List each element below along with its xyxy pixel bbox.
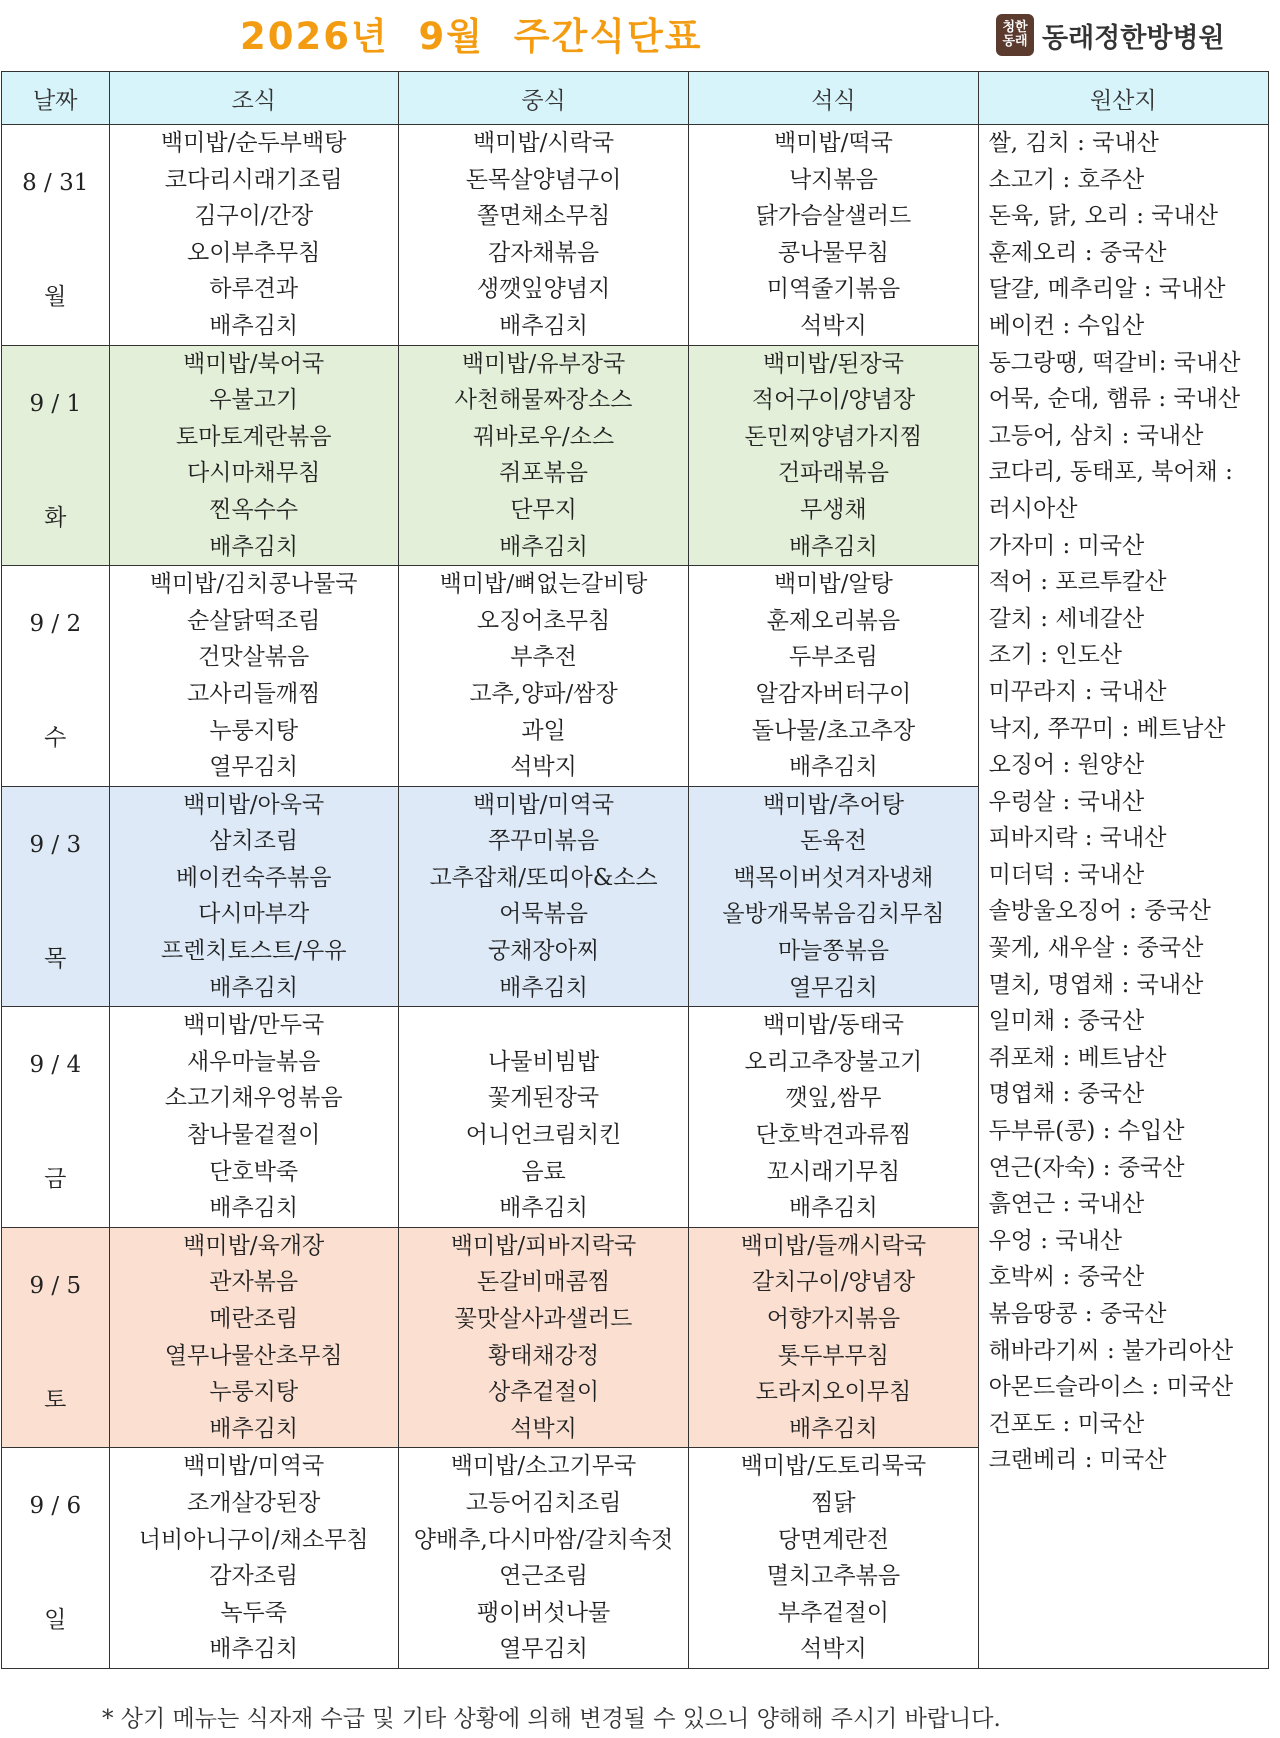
menu-item: 적어구이/양념장 <box>751 387 916 414</box>
logo-mark-top: 청한 <box>1002 20 1028 35</box>
menu-item: 토마토계란볶음 <box>175 423 332 450</box>
menu-item: 새우마늘볶음 <box>187 1048 321 1075</box>
origin-item: 낙지, 쭈꾸미 : 베트남산 <box>988 715 1226 742</box>
menu-item: 고사리들깨찜 <box>187 680 321 707</box>
footnote: * 상기 메뉴는 식자재 수급 및 기타 상황에 의해 변경될 수 있으니 양해해 주시기 바랍니다. <box>102 1706 1001 1732</box>
origin-item: 흙연근 : 국내산 <box>988 1191 1145 1218</box>
dinner-cell <box>689 786 978 1007</box>
lunch-cell <box>398 1227 688 1448</box>
date-label: 9 / 1 <box>29 390 82 417</box>
date-label: 9 / 5 <box>29 1272 82 1299</box>
page-title: 2026년 9월 주간식단표 <box>240 15 703 58</box>
menu-item: 순살닭떡조림 <box>187 607 321 634</box>
menu-item: 단호박죽 <box>209 1158 299 1185</box>
hospital-logo <box>996 14 1225 56</box>
menu-item: 백미밥/추어탕 <box>762 791 904 818</box>
dinner-cell <box>689 1007 978 1228</box>
menu-item: 배추김치 <box>209 312 299 339</box>
menu-item: 배추김치 <box>788 1415 878 1442</box>
origin-item: 훈제오리 : 중국산 <box>988 239 1167 266</box>
date-label: 8 / 31 <box>22 170 89 196</box>
origin-item: 어묵, 순대, 햄류 : 국내산 <box>988 386 1241 413</box>
date-label: 9 / 2 <box>29 611 82 638</box>
origin-cell <box>978 125 1268 1669</box>
menu-item: 꿔바로우/소스 <box>473 423 615 450</box>
menu-item: 우불고기 <box>209 387 299 414</box>
origin-item: 고등어, 삼치 : 국내산 <box>988 422 1204 449</box>
menu-item: 백미밥/육개장 <box>183 1232 325 1259</box>
menu-item: 단무지 <box>510 496 577 523</box>
menu-item: 깻잎,쌈무 <box>785 1085 882 1112</box>
menu-item: 감자채볶음 <box>487 239 600 266</box>
lunch-cell <box>398 345 688 566</box>
menu-item: 배추김치 <box>209 533 299 560</box>
menu-item: 부추겉절이 <box>777 1599 889 1626</box>
menu-item: 찜닭 <box>811 1489 856 1516</box>
dinner-cell <box>689 1227 978 1448</box>
menu-item: 찐옥수수 <box>209 496 299 523</box>
weekday-label: 일 <box>44 1607 67 1634</box>
origin-item: 미꾸라지 : 국내산 <box>988 678 1167 705</box>
origin-item: 해바라기씨 : 불가리아산 <box>988 1337 1234 1364</box>
menu-item: 음료 <box>521 1158 566 1185</box>
menu-item: 황태채강정 <box>487 1342 600 1369</box>
menu-item: 프렌치토스트/우유 <box>160 938 347 965</box>
menu-item: 고등어김치조림 <box>465 1489 622 1516</box>
date-cell <box>2 1448 110 1669</box>
menu-item: 콩나물무침 <box>777 239 889 266</box>
menu-item: 소고기채우엉볶음 <box>164 1085 343 1112</box>
dinner-cell <box>689 566 978 787</box>
menu-item: 백미밥/미역국 <box>183 1453 325 1480</box>
date-cell <box>2 1227 110 1448</box>
breakfast-cell <box>109 566 398 787</box>
menu-item: 당면계란전 <box>777 1526 889 1553</box>
weekday-label: 토 <box>44 1386 67 1413</box>
menu-item: 배추김치 <box>209 1415 299 1442</box>
origin-item: 베이컨 : 수입산 <box>988 312 1145 339</box>
menu-item: 열무김치 <box>499 1636 588 1663</box>
date-cell <box>2 566 110 787</box>
menu-item: 백미밥/뼈없는갈비탕 <box>439 571 648 598</box>
origin-item: 건포도 : 미국산 <box>988 1410 1145 1437</box>
origin-item: 오징어 : 원양산 <box>988 752 1145 779</box>
menu-item: 연근조림 <box>499 1563 588 1590</box>
menu-item: 배추김치 <box>499 533 588 560</box>
breakfast-cell <box>109 1227 398 1448</box>
menu-item: 누룽지탕 <box>209 717 299 744</box>
menu-item: 백미밥/시락국 <box>473 130 615 156</box>
lunch-cell <box>398 786 688 1007</box>
menu-item: 배추김치 <box>499 1195 588 1222</box>
menu-item: 오리고추장불고기 <box>744 1048 923 1075</box>
menu-item: 쭈꾸미볶음 <box>487 828 600 855</box>
weekday-label: 화 <box>44 504 67 531</box>
menu-item: 도라지오이무침 <box>755 1379 912 1406</box>
menu-item <box>399 1007 688 1044</box>
menu-item: 꽃맛살사과샐러드 <box>454 1306 633 1332</box>
menu-item: 백미밥/들깨시락국 <box>740 1232 927 1259</box>
menu-item: 알감자버터구이 <box>755 680 912 707</box>
origin-item: 아몬드슬라이스 : 미국산 <box>988 1374 1234 1401</box>
menu-item: 메란조림 <box>209 1306 299 1332</box>
origin-item: 갈치 : 세네갈산 <box>988 605 1145 632</box>
menu-item: 돈목살양념구이 <box>465 166 622 193</box>
table-header-row <box>2 72 1269 125</box>
breakfast-cell <box>109 345 398 566</box>
origin-item: 코다리, 동태포, 북어채 : <box>988 459 1233 486</box>
menu-item: 베이컨숙주볶음 <box>175 864 332 891</box>
origin-item: 솔방울오징어 : 중국산 <box>988 898 1211 925</box>
menu-item: 어향가지볶음 <box>766 1306 901 1332</box>
menu-item: 생깻잎양념지 <box>476 276 611 303</box>
menu-item: 올방개묵볶음김치무침 <box>722 901 945 928</box>
breakfast-cell <box>109 125 398 346</box>
menu-item: 훈제오리볶음 <box>766 607 901 634</box>
header-breakfast: 조식 <box>109 72 398 125</box>
menu-item: 사천해물짜장소스 <box>454 387 633 414</box>
breakfast-cell <box>109 1007 398 1228</box>
menu-item: 쫄면채소무침 <box>476 203 611 230</box>
date-cell <box>2 125 110 346</box>
menu-item: 멸치고추볶음 <box>766 1563 901 1590</box>
menu-item: 관자볶음 <box>209 1269 299 1296</box>
menu-item: 양배추,다시마쌈/갈치속젓 <box>413 1526 674 1553</box>
origin-item: 달걀, 메추리알 : 국내산 <box>988 276 1226 303</box>
dinner-cell <box>689 1448 978 1669</box>
origin-item: 우렁살 : 국내산 <box>988 788 1145 815</box>
menu-item: 코다리시래기조림 <box>164 166 343 193</box>
menu-item: 배추김치 <box>209 1636 299 1663</box>
dinner-cell <box>689 125 978 346</box>
origin-item: 돈육, 닭, 오리 : 국내산 <box>988 203 1218 230</box>
menu-item: 조개살강된장 <box>187 1489 321 1516</box>
menu-item: 마늘쫑볶음 <box>777 938 889 965</box>
menu-item: 백미밥/북어국 <box>183 350 325 377</box>
origin-item: 우엉 : 국내산 <box>988 1227 1123 1254</box>
menu-item: 돌나물/초고추장 <box>751 717 916 744</box>
origin-item: 명엽채 : 중국산 <box>988 1081 1145 1108</box>
menu-item: 참나물겉절이 <box>187 1122 321 1149</box>
menu-item: 백미밥/도토리묵국 <box>740 1453 927 1480</box>
date-label: 9 / 4 <box>29 1052 82 1079</box>
menu-item: 백미밥/된장국 <box>762 350 904 377</box>
menu-item: 백미밥/아욱국 <box>183 791 325 818</box>
menu-item: 꼬시래기무침 <box>766 1158 901 1185</box>
date-cell <box>2 1007 110 1228</box>
lunch-cell <box>398 125 688 346</box>
date-label: 9 / 3 <box>29 831 82 858</box>
menu-item: 두부조림 <box>788 644 878 671</box>
origin-item: 소고기 : 호주산 <box>988 166 1145 193</box>
menu-item: 오징어초무침 <box>476 607 611 634</box>
menu-item: 석박지 <box>510 754 577 781</box>
menu-item: 상추겉절이 <box>487 1379 600 1406</box>
hospital-name: 동래정한방병원 <box>1042 22 1225 54</box>
lunch-cell <box>398 1448 688 1669</box>
weekday-label: 금 <box>44 1166 67 1193</box>
menu-item: 백미밥/김치콩나물국 <box>149 571 358 598</box>
menu-item: 석박지 <box>800 312 867 339</box>
menu-item: 미역줄기볶음 <box>766 276 901 303</box>
origin-item: 피바지락 : 국내산 <box>988 825 1167 852</box>
logo-mark-bottom: 동래 <box>1002 34 1028 49</box>
header-lunch: 중식 <box>398 72 688 125</box>
menu-item: 백미밥/떡국 <box>773 130 893 156</box>
menu-item: 삼치조림 <box>209 828 299 855</box>
menu-item: 석박지 <box>510 1415 577 1442</box>
header-date: 날짜 <box>2 72 110 125</box>
menu-item: 너비아니구이/채소무침 <box>138 1526 369 1553</box>
menu-item: 열무김치 <box>788 974 878 1001</box>
menu-item: 감자조림 <box>209 1563 299 1590</box>
menu-item: 나물비빔밥 <box>487 1048 600 1075</box>
origin-item: 호박씨 : 중국산 <box>988 1264 1145 1291</box>
menu-item: 석박지 <box>800 1636 867 1663</box>
breakfast-cell <box>109 786 398 1007</box>
menu-item: 돈육전 <box>800 828 867 855</box>
menu-item: 다시마채무침 <box>187 460 321 487</box>
origin-item: 미더덕 : 국내산 <box>988 861 1145 888</box>
menu-item: 배추김치 <box>788 1195 878 1222</box>
origin-item: 쥐포채 : 베트남산 <box>988 1044 1167 1071</box>
menu-item: 톳두부무침 <box>777 1342 889 1369</box>
weekday-label: 목 <box>44 945 67 972</box>
lunch-cell <box>398 566 688 787</box>
menu-item: 궁채장아찌 <box>487 938 600 965</box>
menu-item: 과일 <box>521 717 566 744</box>
table-row <box>2 125 1269 346</box>
weekday-label: 수 <box>44 725 67 752</box>
origin-item: 가자미 : 미국산 <box>988 532 1145 559</box>
date-cell <box>2 345 110 566</box>
menu-item: 백미밥/순두부백탕 <box>160 130 347 156</box>
origin-item: 러시아산 <box>988 495 1078 522</box>
menu-item: 백미밥/알탕 <box>773 571 893 598</box>
menu-item: 백미밥/유부장국 <box>461 350 626 377</box>
origin-item: 적어 : 포르투칼산 <box>988 569 1167 596</box>
origin-item: 조기 : 인도산 <box>988 642 1123 669</box>
weekly-menu-table <box>1 71 1269 1669</box>
logo-mark-icon <box>996 14 1034 56</box>
origin-item: 연근(자숙) : 중국산 <box>988 1154 1185 1181</box>
header-dinner: 석식 <box>689 72 978 125</box>
menu-item: 어니언크림치킨 <box>465 1122 622 1149</box>
menu-item: 백목이버섯겨자냉채 <box>733 864 934 891</box>
menu-item: 다시마부각 <box>198 901 310 928</box>
origin-item: 두부류(콩) : 수입산 <box>988 1118 1185 1145</box>
menu-item: 배추김치 <box>788 754 878 781</box>
menu-item: 돈갈비매콤찜 <box>476 1269 611 1296</box>
menu-item: 배추김치 <box>209 974 299 1001</box>
menu-item: 배추김치 <box>499 974 588 1001</box>
date-cell <box>2 786 110 1007</box>
origin-item: 볶음땅콩 : 중국산 <box>988 1301 1167 1327</box>
menu-item: 꽃게된장국 <box>487 1085 600 1112</box>
origin-item: 일미채 : 중국산 <box>988 1008 1145 1035</box>
menu-item: 배추김치 <box>499 312 588 339</box>
menu-item: 백미밥/만두국 <box>183 1012 325 1039</box>
menu-item: 하루견과 <box>209 276 299 303</box>
menu-item: 오이부추무침 <box>187 239 321 266</box>
menu-item: 백미밥/동태국 <box>762 1012 904 1039</box>
menu-item: 건맛살볶음 <box>198 644 310 671</box>
menu-item: 열무나물산초무침 <box>164 1342 343 1369</box>
origin-item: 동그랑땡, 떡갈비: 국내산 <box>988 349 1241 376</box>
menu-item: 부추전 <box>510 644 577 671</box>
menu-item: 쥐포볶음 <box>499 460 588 487</box>
menu-item: 백미밥/피바지락국 <box>450 1232 637 1259</box>
menu-item: 갈치구이/양념장 <box>751 1269 916 1296</box>
header-origin: 원산지 <box>978 72 1268 125</box>
menu-item: 어묵볶음 <box>499 901 588 928</box>
menu-item: 배추김치 <box>209 1195 299 1222</box>
menu-item: 배추김치 <box>788 533 878 560</box>
dinner-cell <box>689 345 978 566</box>
menu-item: 낙지볶음 <box>788 166 878 193</box>
menu-item: 돈민찌양념가지찜 <box>744 423 923 450</box>
origin-item: 크랜베리 : 미국산 <box>988 1447 1167 1474</box>
lunch-cell <box>398 1007 688 1228</box>
origin-item: 꽃게, 새우살 : 중국산 <box>988 935 1204 962</box>
menu-item: 열무김치 <box>209 754 299 781</box>
menu-item: 팽이버섯나물 <box>476 1599 611 1626</box>
menu-item: 닭가슴살샐러드 <box>755 203 912 230</box>
origin-item: 쌀, 김치 : 국내산 <box>988 130 1159 156</box>
menu-item: 녹두죽 <box>220 1599 287 1626</box>
weekday-label: 월 <box>44 284 67 310</box>
date-label: 9 / 6 <box>29 1493 82 1520</box>
menu-item: 고추,양파/쌈장 <box>469 680 618 707</box>
menu-item: 무생채 <box>800 496 867 523</box>
breakfast-cell <box>109 1448 398 1669</box>
menu-item: 단호박견과류찜 <box>755 1122 912 1149</box>
menu-item: 건파래볶음 <box>777 460 889 487</box>
menu-item: 고추잡채/또띠아&소스 <box>429 864 658 891</box>
origin-item: 멸치, 명엽채 : 국내산 <box>988 971 1204 998</box>
menu-item: 백미밥/소고기무국 <box>450 1453 637 1480</box>
menu-item: 누룽지탕 <box>209 1379 299 1406</box>
menu-item: 백미밥/미역국 <box>473 791 615 818</box>
menu-item: 김구이/간장 <box>194 203 314 230</box>
